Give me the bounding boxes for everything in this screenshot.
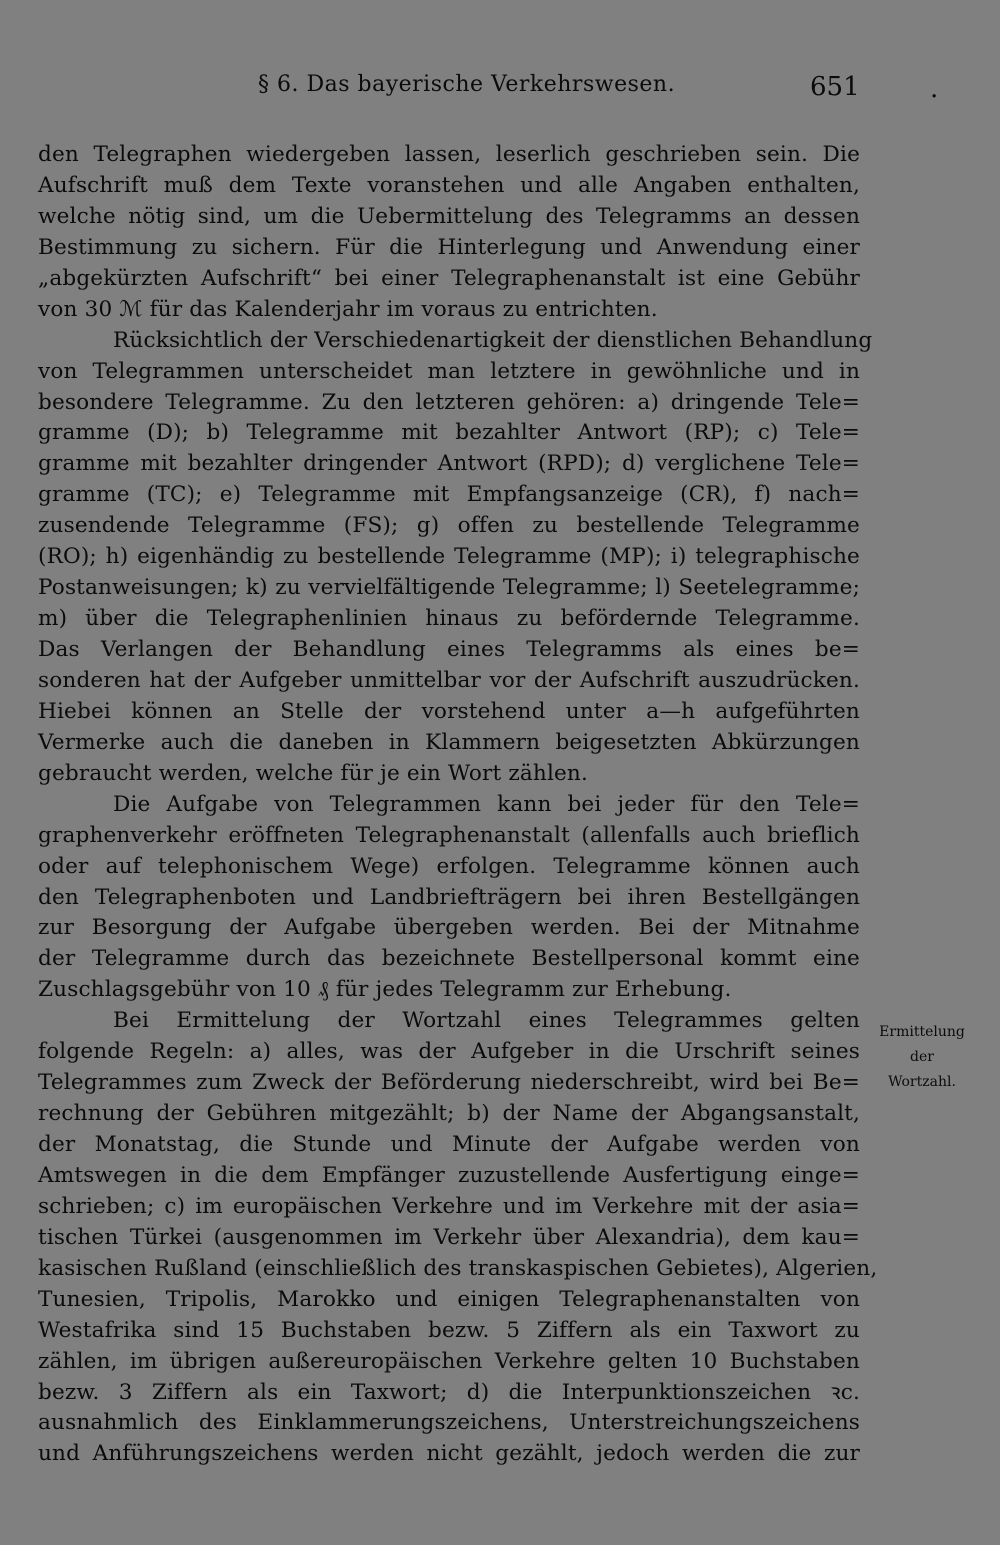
- text-line: welche nötig sind, um die Uebermittelung des Telegramms an dessen: [38, 203, 860, 229]
- text-line: Bestimmung zu sichern. Für die Hinterlegung und Anwendung einer: [38, 234, 860, 260]
- paragraph: [38, 1006, 878, 1470]
- text-line: gramme (TC); e) Telegramme mit Empfangsanzeige (CR), f) nach=: [38, 482, 860, 508]
- text-line: und Anführungszeichens werden nicht gezählt, jedoch werden die zur: [38, 1441, 860, 1467]
- text-line: graphenverkehr eröffneten Telegraphenanstalt (allenfalls auch brieflich: [38, 822, 860, 848]
- margin-note: [862, 1020, 982, 1095]
- text-line: sonderen hat der Aufgeber unmittelbar vor der Aufschrift auszudrücken.: [38, 667, 860, 693]
- text-line: Aufschrift muß dem Texte voranstehen und alle Angaben enthalten,: [38, 172, 860, 198]
- text-line: gramme (D); b) Telegramme mit bezahlter Antwort (RP); c) Tele=: [38, 420, 860, 446]
- text-line: Telegrammes zum Zweck der Beförderung niederschreibt, wird bei Be=: [38, 1070, 860, 1096]
- page-number: 651: [810, 72, 860, 102]
- body-text: [38, 140, 878, 1470]
- text-line: ausnahmlich des Einklammerungszeichens, Unterstreichungszeichens: [38, 1410, 860, 1436]
- text-line: m) über die Telegraphenlinien hinaus zu befördernde Telegramme.: [38, 606, 860, 632]
- text-line: von Telegrammen unterscheidet man letztere in gewöhnliche und in: [38, 358, 860, 384]
- text-line: Bei Ermittelung der Wortzahl eines Telegrammes gelten: [113, 1008, 860, 1034]
- text-line: kasischen Rußland (einschließlich des transkaspischen Gebietes), Algerien,: [38, 1255, 878, 1281]
- text-line: Zuschlagsgebühr von 10 ₰ für jedes Telegramm zur Erhebung.: [38, 977, 732, 1003]
- text-line: Hiebei können an Stelle der vorstehend unter a—h aufgeführten: [38, 698, 860, 724]
- text-line: Rücksichtlich der Verschiedenartigkeit der dienstlichen Behandlung: [113, 327, 873, 353]
- text-line: folgende Regeln: a) alles, was der Aufgeber in die Urschrift seines: [38, 1039, 860, 1065]
- text-line: Vermerke auch die daneben in Klammern beigesetzten Abkürzungen: [38, 729, 860, 755]
- text-line: Das Verlangen der Behandlung eines Telegramms als eines be=: [38, 637, 860, 662]
- paragraph: [38, 790, 860, 1007]
- text-line: den Telegraphen wiedergeben lassen, leserlich geschrieben sein. Die: [38, 142, 860, 167]
- text-line: zählen, im übrigen außereuropäischen Verkehre gelten 10 Buchstaben: [38, 1348, 860, 1374]
- text-line: rechnung der Gebühren mitgezählt; b) der Name der Abgangsanstalt,: [38, 1101, 860, 1127]
- text-line: zur Besorgung der Aufgabe übergeben werden. Bei der Mitnahme: [38, 915, 860, 941]
- text-line: Postanweisungen; k) zu vervielfältigende Telegramme; l) Seetelegramme;: [38, 575, 860, 601]
- header-title: § 6. Das bayerische Verkehrswesen.: [258, 72, 676, 97]
- text-line: besondere Telegramme. Zu den letzteren gehören: a) dringende Tele=: [38, 389, 860, 415]
- margin-note-line: der: [910, 1049, 934, 1065]
- margin-note-line: Ermittelung: [879, 1024, 965, 1040]
- paragraph: [38, 326, 873, 790]
- paragraph: [38, 140, 860, 326]
- text-line: zusendende Telegramme (FS); g) offen zu bestellende Telegramme: [38, 513, 860, 539]
- text-line: (RO); h) eigenhändig zu bestellende Telegramme (MP); i) telegraphische: [38, 544, 860, 570]
- running-header: [0, 72, 1000, 106]
- text-line: Tunesien, Tripolis, Marokko und einigen Telegraphenanstalten von: [38, 1286, 860, 1312]
- text-line: der Telegramme durch das bezeichnete Bestellpersonal kommt eine: [38, 946, 860, 972]
- text-line: Westafrika sind 15 Buchstaben bezw. 5 Ziffern als ein Taxwort zu: [38, 1317, 860, 1343]
- text-line: der Monatstag, die Stunde und Minute der Aufgabe werden von: [38, 1132, 860, 1157]
- header-mark: .: [930, 74, 939, 104]
- text-line: tischen Türkei (ausgenommen im Verkehr über Alexandria), dem kau=: [38, 1224, 860, 1250]
- text-line: „abgekürzten Aufschrift“ bei einer Telegraphenanstalt ist eine Gebühr: [38, 265, 860, 291]
- text-line: Die Aufgabe von Telegrammen kann bei jeder für den Tele=: [113, 791, 860, 817]
- text-line: gebraucht werden, welche für je ein Wort zählen.: [38, 760, 588, 786]
- text-line: Amtswegen in die dem Empfänger zuzustellende Ausfertigung einge=: [38, 1162, 860, 1188]
- text-line: den Telegraphenboten und Landbriefträgern bei ihren Bestellgängen: [38, 884, 860, 910]
- text-line: schrieben; c) im europäischen Verkehre und im Verkehre mit der asia=: [38, 1193, 860, 1219]
- margin-note-line: Wortzahl.: [888, 1074, 956, 1090]
- text-line: bezw. 3 Ziffern als ein Taxwort; d) die Interpunktionszeichen ꝛc.: [38, 1379, 860, 1405]
- text-line: gramme mit bezahlter dringender Antwort (RPD); d) verglichene Tele=: [38, 451, 860, 477]
- text-line: oder auf telephonischem Wege) erfolgen. Telegramme können auch: [38, 853, 860, 879]
- text-line: von 30 ℳ für das Kalenderjahr im voraus zu entrichten.: [38, 296, 658, 322]
